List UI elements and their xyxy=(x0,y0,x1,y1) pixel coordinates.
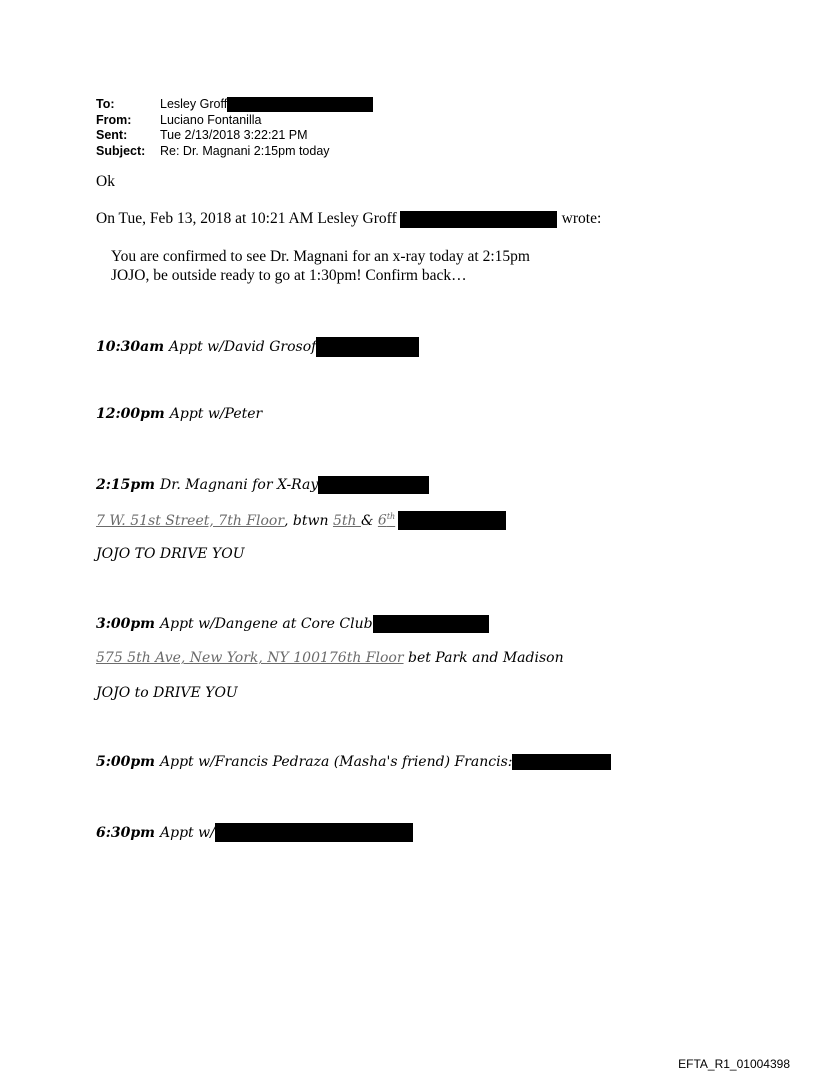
schedule-text: Appt w/ xyxy=(160,824,215,841)
redaction-box xyxy=(318,476,429,494)
to-row xyxy=(96,97,373,113)
email-header xyxy=(96,97,373,159)
redaction-box xyxy=(316,337,419,357)
schedule-time: 10:30am xyxy=(96,339,165,355)
schedule-time: 12:00pm xyxy=(96,406,165,422)
subject-value: Re: Dr. Magnani 2:15pm today xyxy=(160,143,330,158)
sent-label: Sent: xyxy=(96,128,128,142)
quoted-line: JOJO, be outside ready to go at 1:30pm! Confirm back… xyxy=(111,267,467,284)
subject-label: Subject: xyxy=(96,143,146,158)
quoted-line: You are confirmed to see Dr. Magnani for an x-ray today at 2:15pm xyxy=(111,248,530,265)
redaction-box xyxy=(512,754,611,770)
from-label: From: xyxy=(96,112,132,127)
schedule-address xyxy=(96,511,506,530)
reply-text: Ok xyxy=(96,173,115,190)
address-link[interactable]: 575 5th Ave, New York, NY 100176th Floor xyxy=(96,650,404,666)
street-link-6th-number: 6 xyxy=(377,512,387,529)
redaction-box xyxy=(215,823,413,842)
quoted-intro xyxy=(96,210,601,228)
schedule-note: JOJO TO DRIVE YOU xyxy=(96,546,245,562)
schedule-note: JOJO to DRIVE YOU xyxy=(96,685,238,701)
address-link[interactable]: 7 W. 51st Street, 7th Floor xyxy=(96,512,285,529)
schedule-text: Dr. Magnani for X-Ray xyxy=(160,477,319,493)
schedule-item xyxy=(96,823,413,842)
ampersand: & xyxy=(360,512,378,529)
to-value: Lesley Groff xyxy=(160,97,228,111)
quoted-message xyxy=(111,247,530,285)
schedule-item xyxy=(96,406,262,422)
schedule-item xyxy=(96,615,489,633)
schedule-time: 6:30pm xyxy=(96,824,155,841)
schedule-item xyxy=(96,476,429,494)
street-link-5th[interactable]: 5th xyxy=(332,512,361,529)
schedule-time: 3:00pm xyxy=(96,616,155,632)
sent-row xyxy=(96,128,373,144)
schedule-text: Appt w/Dangene at Core Club xyxy=(160,616,373,632)
schedule-text: Appt w/Francis Pedraza (Masha's friend) Francis: xyxy=(160,754,513,770)
schedule-item xyxy=(96,754,611,770)
quoted-intro-tail: wrote: xyxy=(561,210,602,227)
superscript-th: th xyxy=(386,512,396,522)
schedule-text: Appt w/Peter xyxy=(169,406,263,422)
schedule-time: 5:00pm xyxy=(96,754,155,770)
redaction-box xyxy=(227,97,373,112)
document-id: EFTA_R1_01004398 xyxy=(678,1057,790,1071)
address-rest: bet Park and Madison xyxy=(403,650,564,666)
from-row xyxy=(96,113,373,129)
to-label: To: xyxy=(96,97,115,111)
quoted-intro-lead: On Tue, Feb 13, 2018 at 10:21 AM Lesley Groff xyxy=(96,210,397,227)
redaction-box xyxy=(400,211,557,228)
street-link-6th[interactable] xyxy=(378,512,395,529)
address-separator: , btwn xyxy=(284,512,333,529)
schedule-text: Appt w/David Grosof xyxy=(169,339,317,355)
sent-value: Tue 2/13/2018 3:22:21 PM xyxy=(160,128,308,142)
schedule-address xyxy=(96,650,564,666)
schedule-time: 2:15pm xyxy=(96,477,155,493)
schedule-item xyxy=(96,337,419,357)
redaction-box xyxy=(373,615,489,633)
redaction-box xyxy=(398,511,506,530)
from-value: Luciano Fontanilla xyxy=(160,112,262,127)
subject-row xyxy=(96,144,373,160)
